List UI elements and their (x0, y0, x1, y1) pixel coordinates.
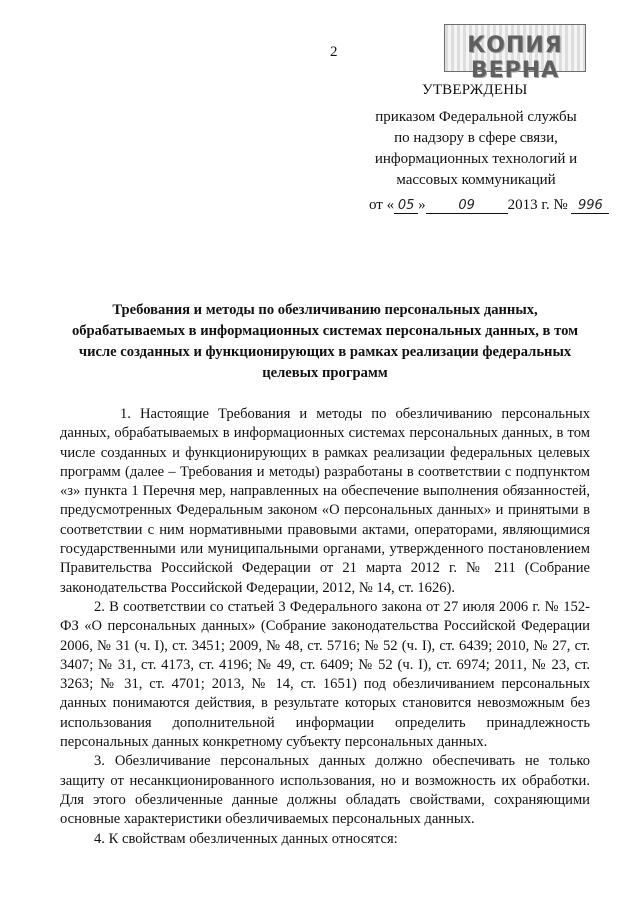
paragraph-2: 2. В соответствии со статьей 3 Федерального закона от 27 июля 2006 г. № 152-ФЗ «О персональных данных» (Собрание законодательства Российской Федерации 2006, № 31 (ч. I), ст. 3451; 2009, № 48, ст. 5716; № 52 (ч. I), ст. 6439; 2010, № 27, ст. 3407; № 31, ст. 4173, ст. 4196; № 49, ст. 6409; № 52 (ч. I), ст. 6974; 2011, № 23, ст. 3263; № 31, ст. 4701; 2013, № 14, ст. 1651) под обезличиванием персональных данных понимаются действия, в результате которых становится невозможным без использования дополнительной информации определить принадлежность персональных данных конкретному субъекту персональных данных. (60, 598, 590, 751)
title-line: числе созданных и функционирующих в рамках реализации федеральных (78, 344, 572, 360)
paragraph-1: 1. Настоящие Требования и методы по обезличиванию персональных данных, обрабатываемых в информационных системах персональных данных, в том числе созданных и функционирующих в рамках реализации федеральных целевых программ (далее – Требования и методы) разработаны в соответствии с подпунктом «з» пункта 1 Перечня мер, направленных на обеспечение выполнения обязанностей, предусмотренных Федеральным законом «О персональных данных» и принятыми в соответствии с ним нормативными правовыми актами, операторами, являющимися государственными или муниципальными органами, утвержденного постановлением Правительства Российской Федерации от 21 марта 2012 г. № 211 (Собрание законодательства Российской Федерации, 2012, № 14, ст. 1626). (60, 406, 590, 596)
date-day: 05 (394, 198, 418, 214)
page-number: 2 (330, 44, 338, 60)
paragraph-3: 3. Обезличивание персональных данных должно обеспечивать не только защиту от несанкционированного использования, но и возможность их обработки. Для этого обезличенные данные должны обладать свойствами, сохраняющими основные характеристики обезличиваемых персональных данных. (60, 753, 590, 828)
order-date-line (369, 197, 609, 214)
order-line: массовых коммуникаций (396, 172, 556, 188)
document-body (60, 405, 590, 849)
approval-heading: УТВЕРЖДЕНЫ (422, 82, 528, 98)
stamp-text: КОПИЯ ВЕРНА (467, 33, 563, 83)
document-title (60, 300, 590, 384)
order-line: приказом Федеральной службы (375, 109, 577, 125)
title-line: целевых программ (262, 365, 388, 381)
date-mid: » (418, 197, 426, 213)
copy-stamp (444, 24, 586, 83)
date-month: 09 (426, 198, 508, 214)
approval-order-block (365, 107, 587, 191)
date-year: 2013 г. № (507, 197, 568, 213)
title-line: обрабатываемых в информационных системах персональных данных, в том (71, 323, 579, 339)
date-prefix: от « (369, 197, 395, 213)
order-line: по надзору в сфере связи, (394, 130, 558, 146)
paragraph-4: 4. К свойствам обезличенных данных относятся: (94, 830, 398, 847)
title-line: Требования и методы по обезличиванию персональных данных, (112, 302, 538, 318)
order-line: информационных технологий и (374, 151, 578, 167)
order-number: 996 (571, 198, 609, 214)
